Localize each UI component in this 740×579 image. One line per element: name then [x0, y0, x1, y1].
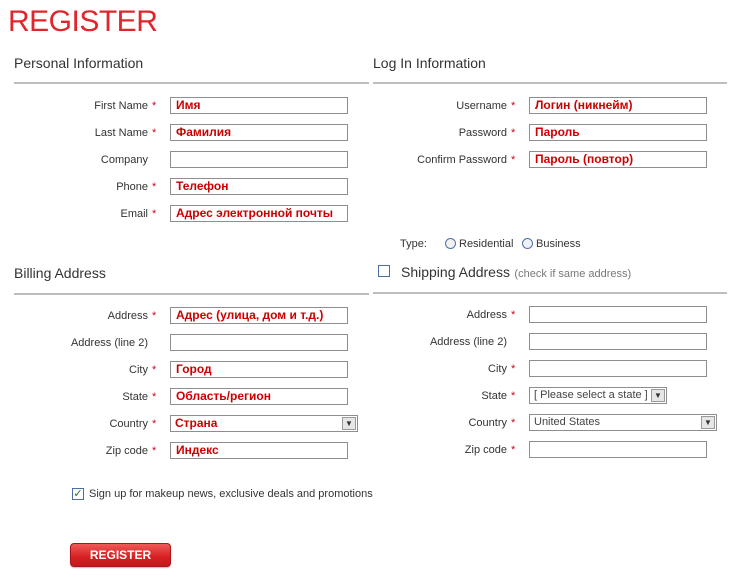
business-radio[interactable]	[522, 238, 533, 249]
residential-radio[interactable]	[445, 238, 456, 249]
page-title: REGISTER	[8, 5, 158, 38]
confirm-password-label: Confirm Password	[417, 154, 507, 166]
required-mark: *	[152, 418, 157, 430]
required-mark: *	[152, 100, 157, 112]
email-label: Email	[120, 208, 148, 220]
shipping-address-label: Address	[466, 309, 507, 321]
required-mark: *	[511, 309, 516, 321]
shipping-state-select[interactable]	[529, 387, 667, 404]
shipping-country-label: Country	[468, 417, 507, 429]
shipping-country-value: United States	[534, 416, 601, 428]
shipping-address-line2-input[interactable]	[529, 333, 707, 350]
required-mark: *	[511, 417, 516, 429]
billing-address-divider	[14, 293, 369, 295]
billing-address-input[interactable]: Адрес (улица, дом и т.д.)	[170, 307, 348, 324]
billing-country-value: Страна	[175, 416, 218, 430]
newsletter-checkbox[interactable]	[72, 488, 84, 500]
billing-city-input[interactable]: Город	[170, 361, 348, 378]
required-mark: *	[511, 390, 516, 402]
shipping-address-heading-group	[401, 264, 631, 282]
required-mark: *	[152, 445, 157, 457]
billing-state-label: State	[122, 391, 148, 403]
billing-address-line2-input[interactable]	[170, 334, 348, 351]
billing-address-heading: Billing Address	[14, 265, 106, 281]
username-label: Username	[456, 100, 507, 112]
shipping-zip-input[interactable]	[529, 441, 707, 458]
billing-state-input[interactable]: Область/регион	[170, 388, 348, 405]
required-mark: *	[511, 100, 516, 112]
confirm-password-input[interactable]: Пароль (повтор)	[529, 151, 707, 168]
billing-country-select[interactable]	[170, 415, 358, 432]
residential-radio-label[interactable]: Residential	[459, 238, 514, 250]
shipping-address-heading: Shipping Address	[401, 264, 510, 280]
billing-zip-label: Zip code	[105, 445, 148, 457]
chevron-down-icon[interactable]: ▼	[651, 389, 665, 402]
same-address-checkbox[interactable]	[378, 265, 390, 277]
login-info-divider	[373, 82, 727, 84]
register-button[interactable]: REGISTER	[70, 543, 171, 567]
shipping-address-divider	[373, 292, 727, 294]
shipping-state-value: [ Please select a state ]	[534, 389, 648, 401]
first-name-input[interactable]: Имя	[170, 97, 348, 114]
account-type-label: Type:	[400, 238, 427, 250]
chevron-down-icon[interactable]: ▼	[342, 417, 356, 430]
shipping-zip-label: Zip code	[464, 444, 507, 456]
email-input[interactable]: Адрес электронной почты	[170, 205, 348, 222]
billing-city-label: City	[129, 364, 148, 376]
personal-info-divider	[14, 82, 369, 84]
company-input[interactable]	[170, 151, 348, 168]
business-radio-label[interactable]: Business	[536, 238, 581, 250]
shipping-city-input[interactable]	[529, 360, 707, 377]
shipping-address-input[interactable]	[529, 306, 707, 323]
shipping-city-label: City	[488, 363, 507, 375]
shipping-same-address-note: (check if same address)	[514, 268, 632, 280]
required-mark: *	[152, 181, 157, 193]
username-input[interactable]: Логин (никнейм)	[529, 97, 707, 114]
required-mark: *	[152, 391, 157, 403]
shipping-address-line2-label: Address (line 2)	[429, 336, 507, 348]
required-mark: *	[511, 127, 516, 139]
required-mark: *	[152, 127, 157, 139]
required-mark: *	[152, 364, 157, 376]
checkmark-icon: ✓	[73, 488, 83, 500]
password-label: Password	[458, 127, 507, 139]
login-info-heading: Log In Information	[373, 55, 486, 71]
required-mark: *	[152, 208, 157, 220]
phone-label: Phone	[116, 181, 148, 193]
billing-address-label: Address	[107, 310, 148, 322]
last-name-input[interactable]: Фамилия	[170, 124, 348, 141]
billing-address-line2-label: Address (line 2)	[70, 337, 148, 349]
shipping-state-label: State	[481, 390, 507, 402]
billing-zip-input[interactable]: Индекс	[170, 442, 348, 459]
company-label: Company	[100, 154, 148, 166]
required-mark: *	[511, 154, 516, 166]
required-mark: *	[511, 444, 516, 456]
phone-input[interactable]: Телефон	[170, 178, 348, 195]
newsletter-label[interactable]: Sign up for makeup news, exclusive deals and promotions	[89, 488, 373, 500]
billing-country-label: Country	[109, 418, 148, 430]
password-input[interactable]: Пароль	[529, 124, 707, 141]
shipping-country-select[interactable]	[529, 414, 717, 431]
required-mark: *	[511, 363, 516, 375]
personal-info-heading: Personal Information	[14, 55, 144, 71]
first-name-label: First Name	[94, 100, 148, 112]
last-name-label: Last Name	[94, 127, 148, 139]
required-mark: *	[152, 310, 157, 322]
chevron-down-icon[interactable]: ▼	[701, 416, 715, 429]
